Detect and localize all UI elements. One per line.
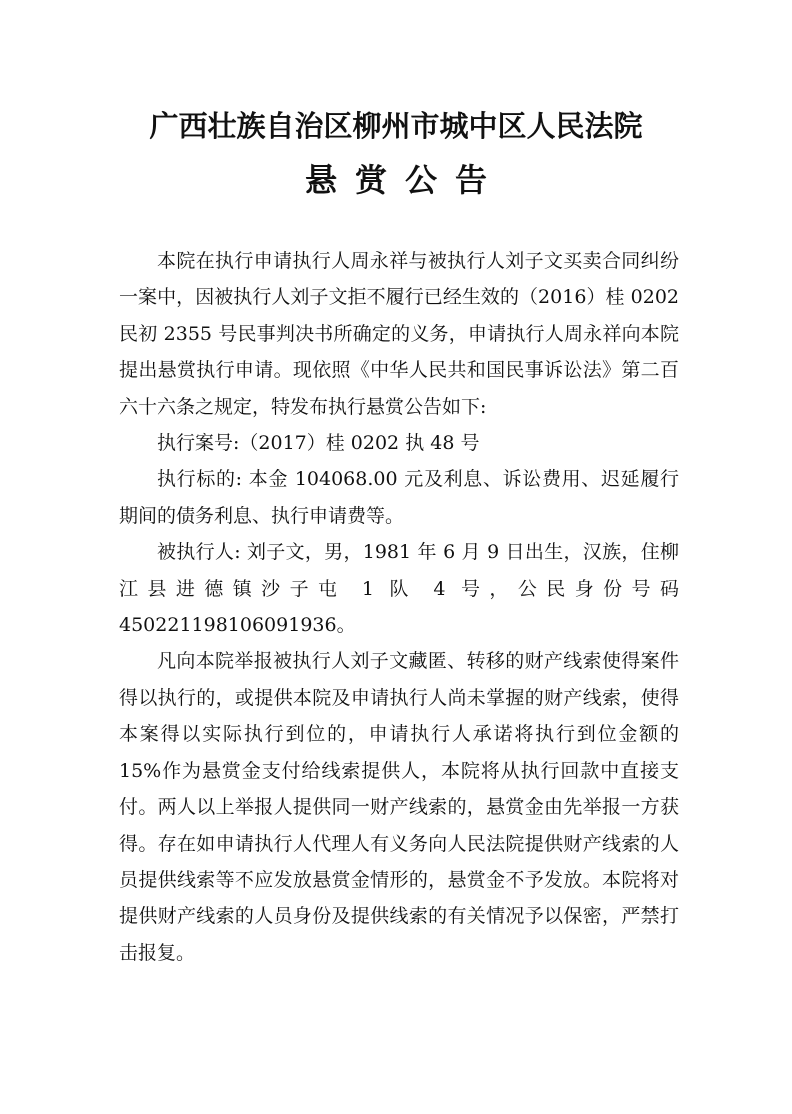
respondent-info-paragraph: 被执行人: 刘子文，男，1981 年 6 月 9 日出生，汉族，住柳江县进德镇沙子屯 1 队 4 号，公民身份号码 450221198106091936。: [119, 541, 679, 637]
intro-paragraph: 本院在执行申请执行人周永祥与被执行人刘子文买卖合同纠纷一案中，因被执行人刘子文拒不履行已经生效的（2016）桂 0202 民初 2355 号民事判决书所确定的义务，申请执行人周永祥向本院提出悬赏执行申请。现依照《中华人民共和国民事诉讼法》第二百六十六条之规定，特发布执行悬赏公告如下:: [119, 250, 679, 418]
execution-subject-paragraph: 执行标的: 本金 104068.00 元及利息、诉讼费用、迟延履行期间的债务利息、执行申请费等。: [119, 468, 679, 527]
reward-terms-paragraph: 凡向本院举报被执行人刘子文藏匿、转移的财产线索使得案件得以执行的，或提供本院及申请执行人尚未掌握的财产线索，使得本案得以实际执行到位的，申请执行人承诺将执行到位金额的 15%作为悬赏金支付给线索提供人，本院将从执行回款中直接支付。两人以上举报人提供同一财产线索的，悬赏金由先举报一方获得。存在如申请执行人代理人有义务向人民法院提供财产线索的人员提供线索等不应发放悬赏金情形的，悬赏金不予发放。本院将对提供财产线索的人员身份及提供线索的有关情况予以保密，严禁打击报复。: [119, 650, 679, 964]
court-name-heading: 广西壮族自治区柳州市城中区人民法院: [149, 109, 643, 143]
notice-title-heading: 悬赏公告: [304, 161, 505, 199]
case-number-paragraph: 执行案号:（2017）桂 0202 执 48 号: [157, 432, 480, 455]
notice-body: [119, 243, 679, 971]
